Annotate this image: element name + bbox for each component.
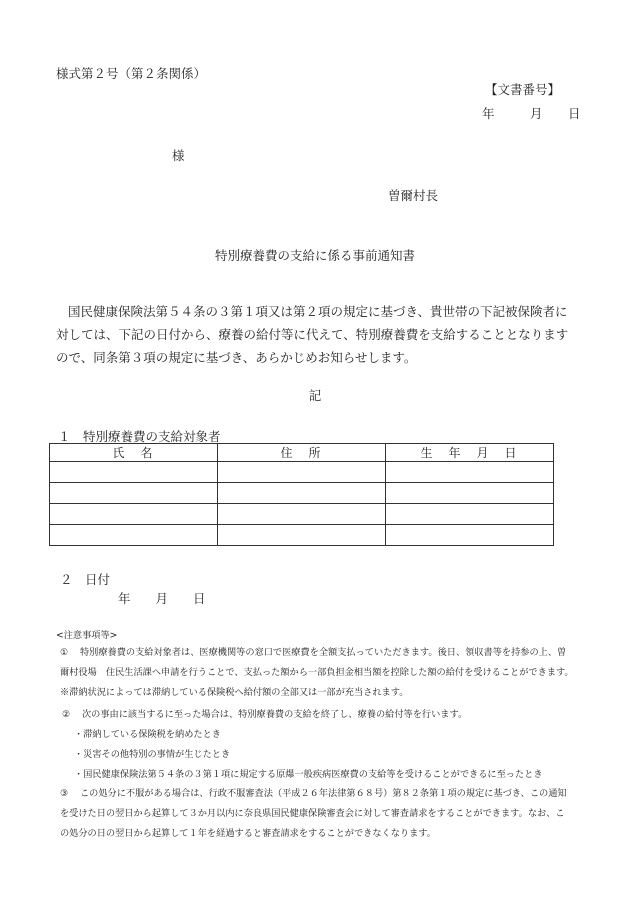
note-2-bullet: ・災害その他特別の事情が生じたとき — [74, 749, 231, 760]
date-month: 月 — [530, 106, 543, 121]
note-3-mark: ③ — [60, 788, 69, 799]
table-cell[interactable] — [50, 525, 218, 546]
note-2-text: 次の事由に該当するに至った場合は、特別療養費の支給を終了し、療養の給付等を行います。 — [82, 709, 468, 720]
notes-heading: <注意事項等> — [56, 630, 118, 641]
column-name: 氏 名 — [50, 444, 218, 462]
table-row — [50, 504, 554, 525]
table-cell[interactable] — [386, 504, 554, 525]
section2-heading: ２ 日付 — [60, 572, 111, 587]
date-year: 年 — [482, 106, 495, 121]
table-row — [50, 462, 554, 483]
table-cell[interactable] — [386, 483, 554, 504]
table-cell[interactable] — [50, 483, 218, 504]
table-cell[interactable] — [218, 483, 386, 504]
document-number: 【文書番号】 — [484, 82, 560, 97]
note-1 — [60, 643, 572, 703]
table-cell[interactable] — [386, 525, 554, 546]
column-address: 住 所 — [218, 444, 386, 462]
note-2-bullet: ・滞納している保険税を納めたとき — [74, 729, 221, 740]
table-cell[interactable] — [50, 504, 218, 525]
table-cell[interactable] — [218, 504, 386, 525]
section2-date: 年 月 日 — [118, 591, 206, 606]
column-birthdate: 生 年 月 日 — [386, 444, 554, 462]
section1-heading: １ 特別療養費の支給対象者 — [58, 429, 221, 444]
table-row — [50, 525, 554, 546]
document-title: 特別療養費の支給に係る事前通知書 — [214, 248, 415, 263]
table-header-row — [50, 444, 554, 462]
target-table — [49, 443, 554, 546]
note-1-text: 特別療養費の支給対象者は、医療機関等の窓口で医療費を全額支払っていただきます。後日、領収書等を持参の上、曽爾村役場 住民生活課へ申請を行うことで、支払った額から一部負担金相当額を控除した額の給付を受けることができます。 — [60, 647, 569, 678]
ki-marker: 記 — [308, 388, 322, 403]
issue-date — [482, 104, 581, 122]
date-day: 日 — [568, 106, 581, 121]
sender: 曽爾村長 — [388, 188, 439, 203]
form-number: 様式第２号（第２条関係） — [56, 66, 207, 81]
note-1-mark: ① — [60, 647, 69, 658]
table-cell[interactable] — [386, 462, 554, 483]
table-cell[interactable] — [50, 462, 218, 483]
note-2-bullet: ・国民健康保険法第５４条の３第１項に規定する原爆一般疾病医療費の支給等を受けることができるに至ったとき — [74, 769, 543, 780]
note-3-text: この処分に不服がある場合は、行政不服審査法（平成２６年法律第６８号）第８２条第１項の規定に基づき、この通知を受けた日の翌日から起算して３か月以内に奈良県国民健康保険審査会に対して審査請求をすることができます。なお、この処分の日の翌日から起算して１年を経過すると審査請求をすることができなくなります。 — [60, 788, 567, 839]
note-2 — [62, 705, 467, 725]
note-3 — [60, 784, 572, 844]
note-2-mark: ② — [62, 709, 71, 720]
note-1-remark: ※滞納状況によっては滞納している保険税へ給付額の全部又は一部が充当されます。 — [60, 687, 409, 698]
table-cell[interactable] — [218, 462, 386, 483]
table-cell[interactable] — [218, 525, 386, 546]
table-row — [50, 483, 554, 504]
addressee: 様 — [172, 148, 185, 163]
body-text: 国民健康保険法第５４条の３第１項又は第２項の規定に基づき、貴世帯の下記被保険者に対しては、下記の日付から、療養の給付等に代えて、特別療養費を支給することとなりますので、同条第３項の規定に基づき、あらかじめお知らせします。 — [56, 304, 569, 365]
